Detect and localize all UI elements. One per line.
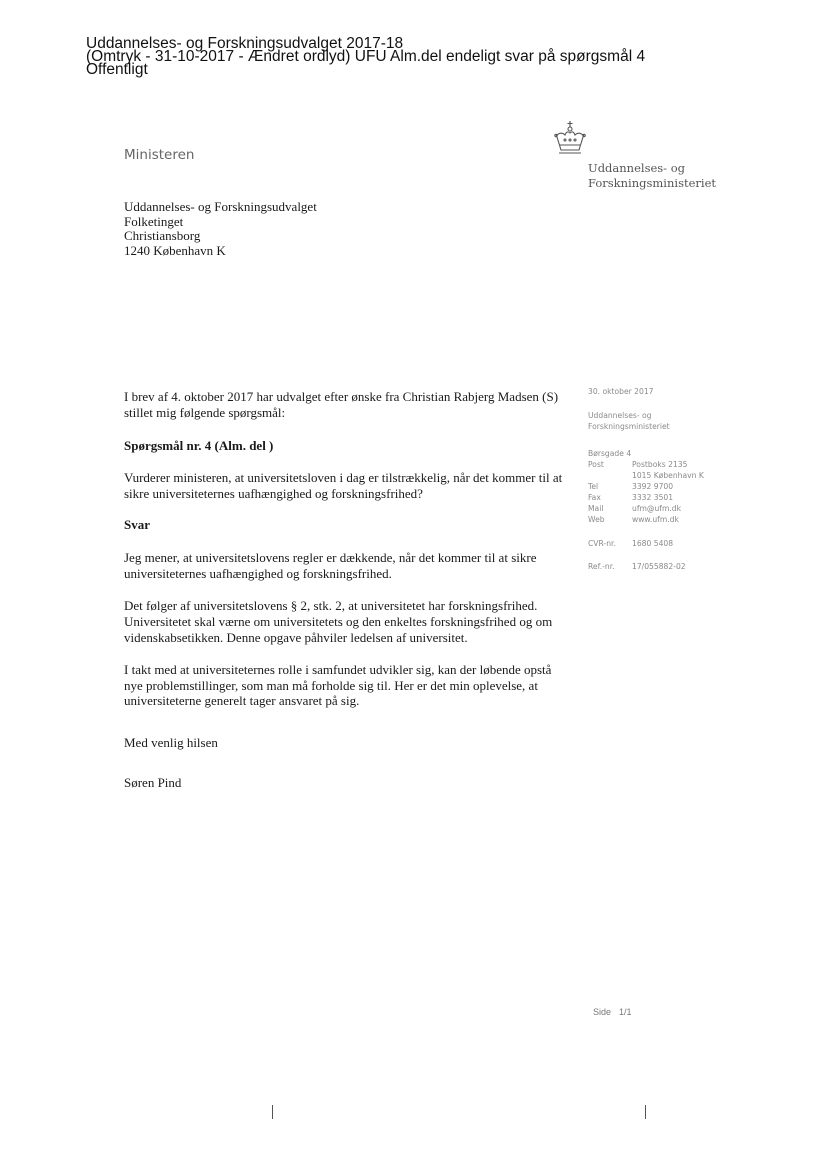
fold-mark-left [272, 1105, 273, 1119]
tel-value: 3392 9700 [632, 482, 674, 491]
ref-label: Ref.-nr. [588, 562, 615, 571]
recipient-line: Folketinget [124, 213, 184, 229]
contact-details [588, 448, 704, 572]
answer-paragraph-1: Jeg mener, at universitetslovens regler er dækkende, når det kommer til at sikre universiteternes uafhængighed og forskningsfrihed. [124, 549, 537, 581]
mail-value: ufm@ufm.dk [632, 504, 681, 513]
answer-paragraph-2: Det følger af universitetslovens § 2, stk. 2, at universitetet har forskningsfrihed. Universitetet skal værne om universitetets og den enkeltes forskningsfrihed og om videnskabsetikken. Denne opgave påhviler ledelsen af universitet. [124, 598, 553, 645]
sidebar-ministry-line2: Forskningsministeriet [588, 422, 670, 431]
header-status: Offentligt [86, 61, 148, 78]
fold-mark-right [645, 1105, 646, 1119]
crown-icon [553, 120, 587, 161]
answer-heading: Svar [124, 516, 150, 532]
intro-paragraph: I brev af 4. oktober 2017 har udvalget efter ønske fra Christian Rabjerg Madsen (S) stillet mig følgende spørgsmål: [124, 389, 559, 420]
recipient-line: Uddannelses- og Forskningsudvalget [124, 199, 317, 214]
header-subtitle: (Omtryk - 31-10-2017 - Ændret ordlyd) UFU Alm.del endeligt svar på spørgsmål 4 [86, 48, 646, 65]
signature: Søren Pind [124, 774, 182, 790]
cvr-label: CVR-nr. [588, 539, 616, 548]
header-title: Uddannelses- og Forskningsudvalget 2017-18 [86, 35, 404, 52]
answer-paragraph-3: I takt med at universiteternes rolle i samfundet udvikler sig, kan der løbende opstå nye problemstillinger, som man må forholde sig til. Her er det min oplevelse, at universiteterne generelt tager ansvaret på sig. [124, 661, 552, 709]
ministry-logo-text [588, 161, 716, 191]
question-heading: Spørgsmål nr. 4 (Alm. del ) [124, 437, 274, 453]
post-line1: Postboks 2135 [632, 460, 688, 469]
web-label: Web [588, 515, 605, 524]
post-label: Post [588, 460, 604, 469]
recipient-address [124, 200, 317, 258]
ref-value: 17/055882-02 [632, 562, 686, 571]
ministry-name-line1: Uddannelses- og [588, 161, 686, 175]
ministry-name-line2: Forskningsministeriet [588, 176, 716, 190]
page-value: 1/1 [619, 1007, 632, 1017]
sender-label: Ministeren [124, 147, 195, 163]
question-paragraph: Vurderer ministeren, at universitetsloven i dag er tilstrækkelig, når det kommer til at sikre universiteternes uafhængighed og forskningsfrihed? [124, 470, 563, 502]
page-number [593, 1007, 632, 1017]
street-address: Børsgade 4 [588, 449, 632, 458]
sidebar-ministry [588, 410, 670, 432]
recipient-line: 1240 København K [124, 242, 226, 258]
mail-label: Mail [588, 504, 604, 513]
closing: Med venlig hilsen [124, 735, 218, 751]
document-header [86, 37, 645, 76]
letter-body [124, 389, 569, 791]
page-label: Side [593, 1007, 612, 1017]
tel-label: Tel [588, 482, 599, 491]
cvr-value: 1680 5408 [632, 539, 674, 548]
fax-label: Fax [588, 493, 601, 502]
letter-date: 30. oktober 2017 [588, 387, 654, 396]
web-value: www.ufm.dk [632, 515, 679, 524]
fax-value: 3332 3501 [632, 493, 674, 502]
sidebar-ministry-line1: Uddannelses- og [588, 411, 652, 420]
post-line2: 1015 København K [632, 471, 704, 480]
recipient-line: Christiansborg [124, 228, 201, 243]
